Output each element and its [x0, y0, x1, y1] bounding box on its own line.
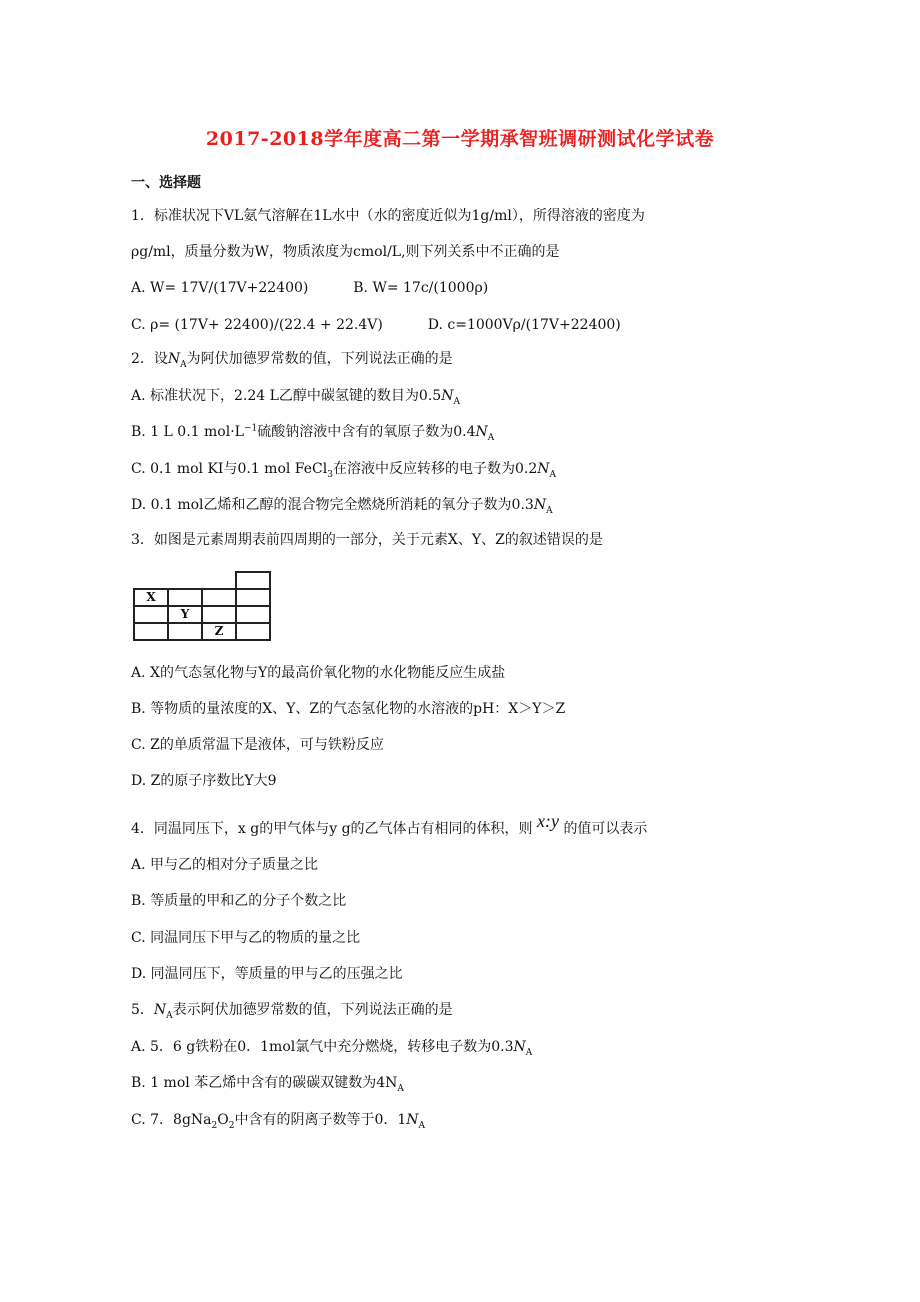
q3-option-a-label: A. — [131, 665, 146, 681]
q4-option-a-text: 甲与乙的相对分子质量之比 — [150, 857, 319, 873]
q2-option-b — [131, 423, 494, 441]
pt-cell — [202, 572, 236, 589]
q1-options-cd — [131, 316, 621, 334]
q5-option-c-text-mid: O — [217, 1112, 229, 1128]
avogadro-symbol: N — [406, 1112, 419, 1128]
q4-option-c-label: C. — [131, 930, 146, 946]
q3-option-b — [131, 700, 565, 718]
q5-option-c-text-pre: 7．8gNa — [150, 1112, 212, 1128]
avogadro-sub: A — [549, 469, 556, 480]
q4-option-c-text: 同温同压下甲与乙的物质的量之比 — [150, 930, 361, 946]
q1-option-a-text: W= 17V/(17V+22400) — [150, 280, 309, 296]
q1-option-d-text: c=1000Vρ/(17V+22400) — [447, 317, 621, 333]
q2-option-d-label: D. — [131, 497, 147, 513]
avogadro-symbol: N — [537, 461, 550, 477]
q3-option-b-label: B. — [131, 701, 146, 717]
q4-stem — [131, 811, 648, 838]
avogadro-sub: A — [546, 505, 553, 516]
q5-stem — [131, 1001, 453, 1019]
avogadro-sub: A — [525, 1047, 533, 1058]
q2-option-b-text-pre: 1 L 0.1 mol·L — [150, 424, 244, 440]
q4-option-d — [131, 965, 403, 983]
q2-stem-post: 为阿伏加德罗常数的值，下列说法正确的是 — [186, 351, 453, 367]
q1-stem-line1: 1．标准状况下VL氨气溶解在1L水中（水的密度近似为1g/ml），所得溶液的密度为 — [131, 208, 645, 224]
q3-option-c-label: C. — [131, 737, 146, 753]
periodic-table-figure — [133, 571, 271, 641]
q4-option-d-label: D. — [131, 966, 147, 982]
q3-stem: 3．如图是元素周期表前四周期的一部分，关于元素X、Y、Z的叙述错误的是 — [131, 532, 603, 548]
pt-cell — [236, 606, 270, 623]
q2-option-d — [131, 496, 553, 514]
pt-cell-x: X — [134, 589, 168, 606]
q2-stem — [131, 350, 453, 368]
avogadro-symbol: N — [513, 1039, 526, 1055]
q3-option-d — [131, 772, 277, 790]
superscript: −1 — [243, 423, 258, 434]
q5-option-a-label: A. — [131, 1039, 146, 1055]
pt-cell-y: Y — [168, 606, 202, 623]
q2-option-b-label: B. — [131, 424, 146, 440]
q1-option-c-label: C. — [131, 317, 146, 333]
pt-cell-z: Z — [202, 623, 236, 640]
q4-option-b-label: B. — [131, 893, 146, 909]
q1-stem-line2: ρg/ml，质量分数为W，物质浓度为cmol/L,则下列关系中不正确的是 — [131, 244, 560, 260]
q5-option-a — [131, 1038, 532, 1056]
q3-option-c — [131, 736, 384, 754]
pt-cell — [134, 623, 168, 640]
q4-option-b — [131, 892, 346, 910]
q4-option-c — [131, 929, 360, 947]
q3-option-a-text: X的气态氢化物与Y的最高价氧化物的水化物能反应生成盐 — [150, 665, 506, 681]
q5-stem-pre: 5． — [131, 1002, 154, 1018]
q2-option-c-text-post: 在溶液中反应转移的电子数为0.2 — [332, 461, 538, 477]
avogadro-sub: A — [180, 359, 187, 370]
pt-cell — [134, 606, 168, 623]
avogadro-sub: A — [487, 432, 495, 443]
avogadro-symbol: N — [441, 388, 454, 404]
subscript: 2 — [211, 1120, 218, 1131]
q2-option-c — [131, 460, 556, 478]
subscript: 3 — [327, 469, 333, 480]
q3-option-d-text: Z的原子序数比Y大9 — [150, 773, 277, 789]
avogadro-symbol: N — [167, 351, 181, 367]
q5-option-a-text: 5．6 g铁粉在0．1mol氯气中充分燃烧，转移电子数为0.3 — [150, 1039, 514, 1055]
avogadro-sub: A — [418, 1120, 426, 1131]
q2-option-a-label: A. — [131, 388, 146, 404]
pt-cell — [168, 589, 202, 606]
q4-option-a-label: A. — [131, 857, 146, 873]
pt-cell — [202, 589, 236, 606]
q5-option-c-label: C. — [131, 1112, 146, 1128]
avogadro-sub: A — [166, 1010, 173, 1021]
q2-option-d-text: 0.1 mol乙烯和乙醇的混合物完全燃烧所消耗的氧分子数为0.3 — [150, 497, 534, 513]
subscript: 2 — [228, 1120, 235, 1131]
q1-options-ab — [131, 279, 488, 297]
q2-option-a — [131, 387, 460, 405]
pt-cell — [202, 606, 236, 623]
avogadro-sub: A — [453, 396, 460, 407]
avogadro-symbol: N — [153, 1002, 167, 1018]
q4-option-b-text: 等质量的甲和乙的分子个数之比 — [150, 893, 347, 909]
q5-stem-post: 表示阿伏加德罗常数的值，下列说法正确的是 — [172, 1002, 453, 1018]
q2-option-c-label: C. — [131, 461, 146, 477]
q4-stem-pre: 4．同温同压下，x g的甲气体与y g的乙气体占有相同的体积，则 — [131, 821, 533, 837]
q1-option-b-label: B. — [353, 280, 368, 296]
q1-option-b-text: W= 17c/(1000ρ) — [372, 280, 489, 296]
q4-stem-post: 的值可以表示 — [563, 821, 648, 837]
q4-option-d-text: 同温同压下，等质量的甲与乙的压强之比 — [150, 966, 403, 982]
q5-option-b-text: 1 mol 苯乙烯中含有的碳碳双键数为4 — [150, 1075, 386, 1091]
q4-option-a — [131, 856, 318, 874]
q1-option-d-label: D. — [427, 317, 443, 333]
q2-option-b-text-post: 硫酸钠溶液中含有的氧原子数为0.4 — [257, 424, 476, 440]
pt-cell — [236, 572, 270, 589]
pt-cell — [236, 623, 270, 640]
q1-option-c-text: ρ= (17V+ 22400)/(22.4 + 22.4V) — [150, 317, 383, 333]
q2-option-a-text: 标准状况下，2.24 L乙醇中碳氢键的数目为0.5 — [150, 388, 442, 404]
q5-option-c — [131, 1111, 425, 1129]
avogadro-symbol: N — [533, 497, 547, 513]
exam-title: 2017-2018学年度高二第一学期承智班调研测试化学试卷 — [205, 128, 715, 150]
q3-option-a — [131, 664, 505, 682]
q5-option-b-label: B. — [131, 1075, 146, 1091]
q5-option-b — [131, 1074, 404, 1092]
avogadro-symbol: N — [475, 424, 488, 440]
q1-option-a-label: A. — [131, 280, 146, 296]
pt-cell — [236, 589, 270, 606]
pt-cell — [168, 623, 202, 640]
q5-option-c-text-post: 中含有的阴离子数等于0．1 — [234, 1112, 407, 1128]
q3-option-d-label: D. — [131, 773, 147, 789]
q4-formula: x:y — [537, 811, 559, 831]
q3-option-b-text: 等物质的量浓度的X、Y、Z的气态氢化物的水溶液的pH：X＞Y＞Z — [150, 701, 566, 717]
avogadro-symbol: N — [385, 1075, 398, 1091]
pt-cell — [168, 572, 202, 589]
avogadro-sub: A — [397, 1083, 404, 1094]
q2-option-c-text-pre: 0.1 mol KI与0.1 mol FeCl — [150, 461, 328, 477]
q3-option-c-text: Z的单质常温下是液体，可与铁粉反应 — [150, 737, 384, 753]
q2-stem-pre: 2．设 — [131, 351, 168, 367]
section-heading: 一、选择题 — [131, 175, 201, 191]
pt-cell — [134, 572, 168, 589]
